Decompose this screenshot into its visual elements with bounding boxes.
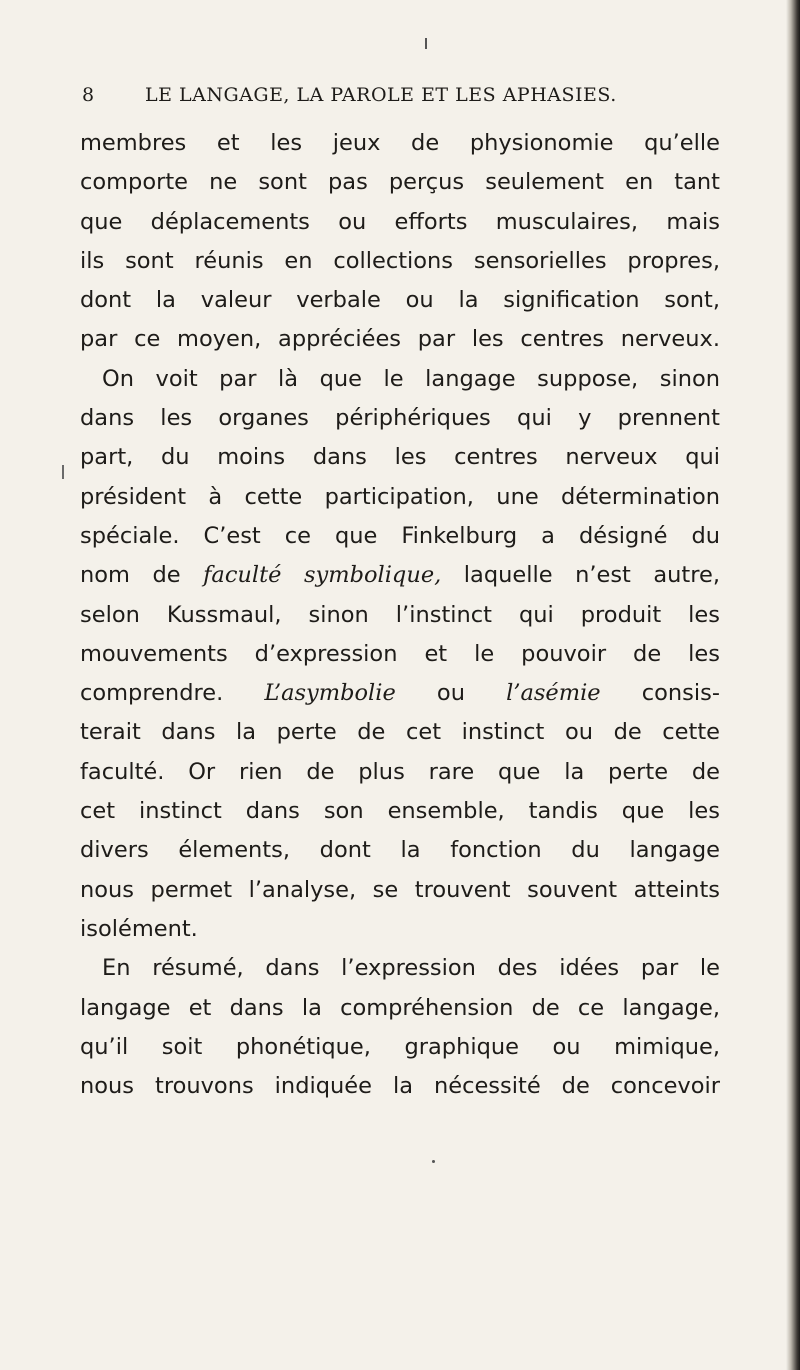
text-line: part, du moins dans les centres nerveux qui xyxy=(80,444,720,471)
text-line: terait dans la perte de cet instinct ou de cette xyxy=(80,719,720,746)
paragraph-end-line: isolément. xyxy=(80,915,198,942)
text-line: mouvements d’expression et le pouvoir de les xyxy=(80,640,720,667)
text-line: dont la valeur verbale ou la signification sont, xyxy=(80,287,720,314)
text-line: nous permet l’analyse, se trouvent souvent atteints xyxy=(80,876,720,903)
text-line: ils sont réunis en collections sensorielles propres, xyxy=(80,247,720,274)
italic-term: L’asymbolie xyxy=(264,680,396,707)
text-line: qu’il soit phonétique, graphique ou mimique, xyxy=(80,1033,720,1060)
margin-mark xyxy=(62,465,64,479)
text-line: faculté. Or rien de plus rare que la perte de xyxy=(80,758,720,785)
text-line: dans les organes périphériques qui y prennent xyxy=(80,405,720,432)
running-title: LE LANGAGE, LA PAROLE ET LES APHASIES. xyxy=(145,84,617,106)
paper-speck xyxy=(432,1160,435,1163)
paragraph-start-line: On voit par là que le langage suppose, sinon xyxy=(102,365,720,392)
text-line: spéciale. C’est ce que Finkelburg a désigné du xyxy=(80,522,720,549)
text-line: cet instinct dans son ensemble, tandis que les xyxy=(80,798,720,825)
text-line: nous trouvons indiquée la nécessité de concevoir xyxy=(80,1073,720,1100)
text-line: que déplacements ou efforts musculaires, mais xyxy=(80,208,720,235)
text-line: membres et les jeux de physionomie qu’elle xyxy=(80,130,720,156)
text-line: nom de faculté symbolique, laquelle n’est autre, xyxy=(80,562,721,589)
paragraph-start-line: En résumé, dans l’expression des idées par le xyxy=(102,955,720,982)
page-number: 8 xyxy=(82,84,95,106)
text-line: langage et dans la compréhension de ce langage, xyxy=(80,994,720,1021)
running-head xyxy=(82,84,702,114)
text-line: divers élements, dont la fonction du langage xyxy=(80,837,720,864)
italic-term: faculté symbolique, xyxy=(203,562,442,589)
text-line: selon Kussmaul, sinon l’instinct qui produit les xyxy=(80,601,720,628)
body-text xyxy=(80,124,720,1106)
text-line: président à cette participation, une détermination xyxy=(80,483,720,510)
text-line: comporte ne sont pas perçus seulement en tant xyxy=(80,169,720,196)
text-line: par ce moyen, appréciées par les centres nerveux. xyxy=(80,326,720,353)
top-margin-mark xyxy=(425,38,427,49)
italic-term: l’asémie xyxy=(506,680,601,707)
text-line: comprendre. L’asymbolie ou l’asémie consis- xyxy=(80,680,720,707)
